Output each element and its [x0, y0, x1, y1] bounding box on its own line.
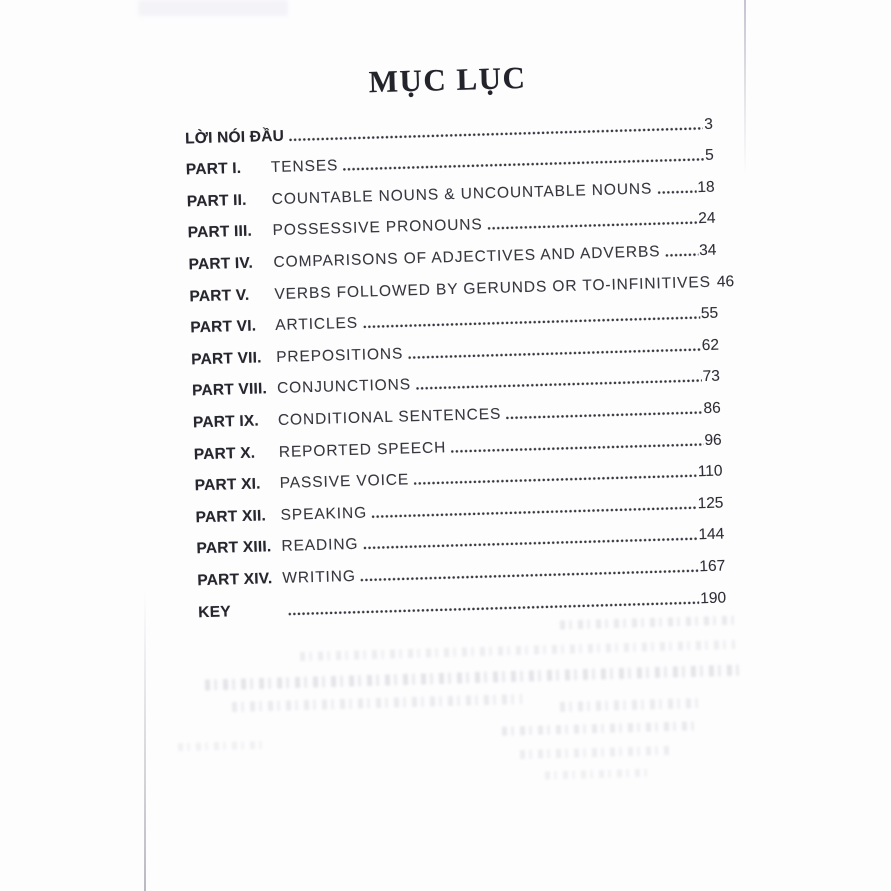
bleedthrough-line [560, 698, 700, 712]
toc-part-title: VERBS FOLLOWED BY GERUNDS OR TO-INFINITIVES [274, 273, 712, 303]
toc-part-title: SPEAKING [280, 504, 368, 524]
toc-part-title: CONDITIONAL SENTENCES [277, 405, 502, 429]
dot-leader [408, 347, 701, 360]
bleedthrough-line [232, 694, 522, 712]
toc-part-label: PART XI. [194, 475, 261, 495]
toc-part-label: PART XII. [195, 507, 267, 527]
toc-part-title: POSSESSIVE PRONOUNS [272, 216, 483, 240]
page-title: MỤC LỤC [368, 59, 527, 100]
toc-part-label: PART IV. [188, 254, 254, 274]
toc-part-title: REPORTED SPEECH [278, 438, 447, 461]
toc-part-title: TENSES [270, 157, 339, 177]
bleedthrough-line [300, 640, 735, 661]
toc-part-label: PART VIII. [191, 380, 268, 400]
toc-part-title: PREPOSITIONS [275, 345, 404, 366]
toc-part-title: ARTICLES [275, 314, 359, 335]
bleedthrough-line [545, 768, 653, 779]
toc-page-number: 167 [699, 557, 726, 576]
toc-part-label: PART XIV. [197, 570, 273, 590]
dot-leader [416, 378, 702, 391]
toc-page-number: 24 [698, 210, 716, 228]
toc-part-label: LỜI NÓI ĐẦU [184, 127, 285, 148]
toc-page-number: 96 [704, 431, 722, 449]
toc-part-label: PART IX. [192, 412, 260, 432]
dot-leader [288, 600, 699, 616]
toc-part-label: PART VII. [190, 349, 262, 369]
toc-part-title: COUNTABLE NOUNS & UNCOUNTABLE NOUNS [271, 180, 653, 208]
toc-part-title: READING [281, 536, 359, 556]
dot-leader [665, 252, 698, 258]
dot-leader [506, 410, 703, 420]
toc-page-number: 190 [699, 589, 727, 607]
toc-part-label: PART V. [189, 286, 250, 305]
page-edge-line-right [744, 0, 746, 175]
toc-part-title: WRITING [282, 567, 357, 587]
bleedthrough-line [205, 664, 745, 690]
toc-page-number: 34 [698, 241, 717, 260]
dot-leader [657, 189, 696, 195]
table-of-contents [183, 55, 735, 625]
bleedthrough-line [502, 721, 697, 735]
toc-part-label: PART VI. [190, 317, 257, 337]
toc-part-label: KEY [198, 602, 231, 621]
toc-page-number: 110 [697, 462, 723, 481]
toc-page-number: 5 [704, 146, 714, 165]
toc-page-number: 86 [703, 399, 722, 418]
toc-list [184, 105, 735, 625]
dot-leader [414, 473, 697, 486]
bleedthrough-line [178, 741, 268, 752]
toc-part-title: COMPARISONS OF ADJECTIVES AND ADVERBS [273, 243, 661, 271]
toc-part-title: CONJUNCTIONS [276, 376, 412, 398]
toc-part-label: PART I. [185, 160, 242, 179]
bleedthrough-line [560, 615, 740, 629]
scan-smudge [138, 0, 288, 16]
toc-page-number: 144 [698, 525, 725, 544]
toc-page-number: 125 [697, 494, 724, 512]
page-edge-line-left [144, 590, 146, 891]
bleedthrough-line [520, 746, 670, 759]
toc-part-label: PART XIII. [196, 538, 272, 558]
toc-part-label: PART III. [187, 222, 253, 242]
toc-page-number: 73 [702, 367, 721, 386]
toc-part-title: PASSIVE VOICE [279, 471, 410, 493]
toc-page-number: 3 [703, 115, 714, 133]
toc-page-number: 46 [716, 272, 735, 291]
toc-part-label: PART II. [186, 191, 247, 211]
toc-page-number: 62 [701, 336, 720, 354]
toc-page-number: 55 [700, 304, 719, 323]
dot-leader [451, 442, 703, 454]
toc-part-label: PART X. [193, 444, 256, 463]
toc-page-number: 18 [697, 178, 715, 196]
dot-leader [488, 221, 698, 232]
